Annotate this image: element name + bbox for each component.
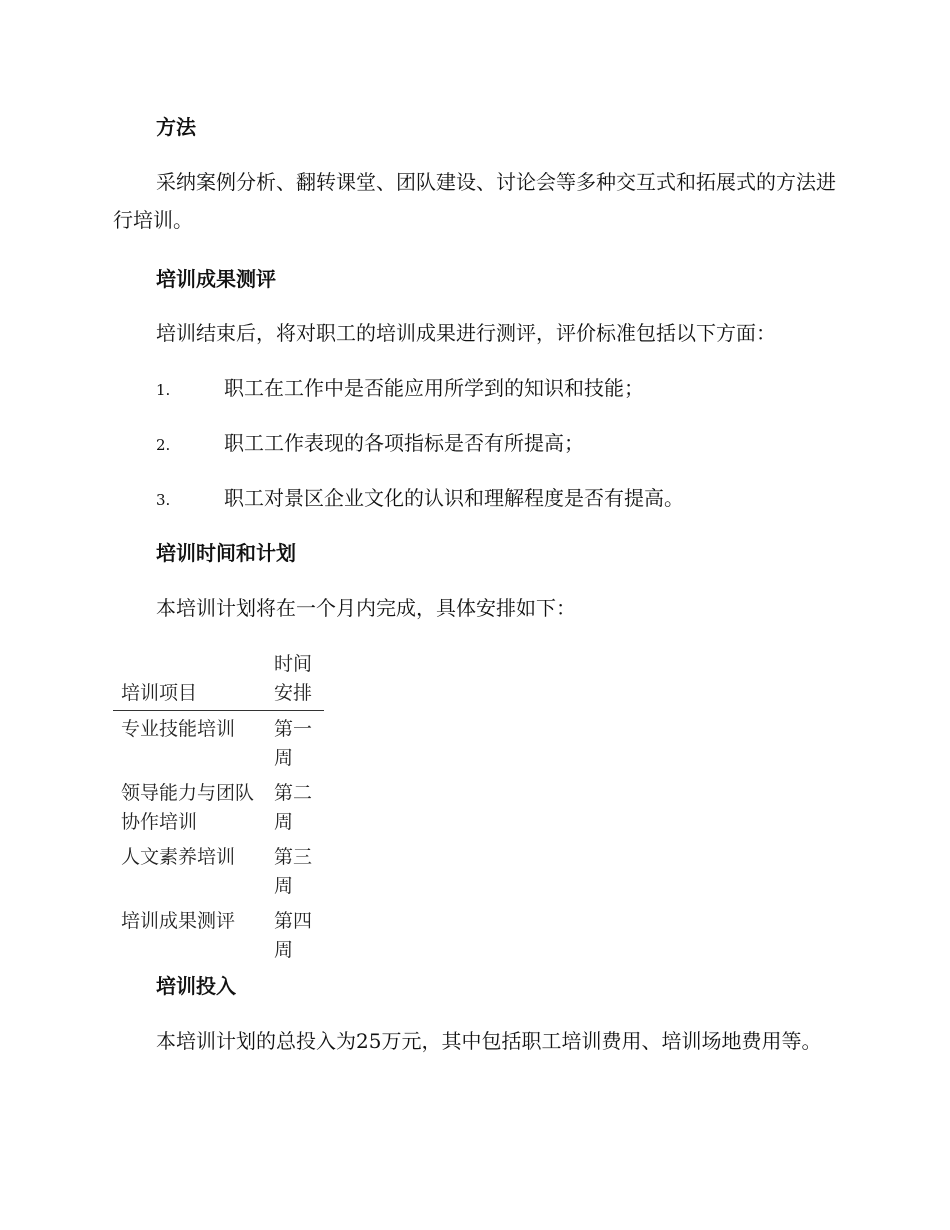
list-number: 1.: [156, 381, 171, 399]
method-paragraph: 采纳案例分析、翻转课堂、团队建设、讨论会等多种交互式和拓展式的方法进行培训。: [113, 170, 836, 232]
table-cell-item: 培训成果测评: [121, 910, 236, 932]
schedule-intro-paragraph: 本培训计划将在一个月内完成，具体安排如下：: [156, 596, 576, 620]
table-row: [113, 775, 324, 839]
section-heading-method: 方法: [156, 115, 196, 139]
table-cell-time: 第一周: [274, 718, 313, 769]
table-cell-time: 第二周: [274, 782, 313, 833]
section-heading-schedule: 培训时间和计划: [156, 541, 296, 565]
table-cell-item: 人文素养培训: [121, 846, 236, 868]
list-text: 职工工作表现的各项指标是否有所提高；: [224, 431, 584, 455]
list-text: 职工对景区企业文化的认识和理解程度是否有提高。: [224, 486, 684, 510]
table-cell-item: 专业技能培训: [121, 718, 236, 740]
table-cell-time: 第四周: [274, 910, 313, 961]
table-row: [113, 711, 324, 776]
table-cell-item: 领导能力与团队协作培训: [121, 782, 255, 833]
schedule-table: [113, 650, 324, 967]
column-header-item: 培训项目: [113, 650, 266, 711]
investment-paragraph: 本培训计划的总投入为25万元，其中包括职工培训费用、培训场地费用等。: [156, 1029, 822, 1053]
table-header-row: [113, 650, 324, 711]
list-number: 3.: [156, 491, 171, 509]
list-number: 2.: [156, 436, 171, 454]
section-heading-investment: 培训投入: [156, 974, 236, 998]
table-row: [113, 903, 324, 967]
evaluation-intro-paragraph: 培训结束后，将对职工的培训成果进行测评，评价标准包括以下方面：: [156, 321, 776, 345]
table-cell-time: 第三周: [274, 846, 313, 897]
section-heading-evaluation: 培训成果测评: [156, 267, 276, 291]
column-header-time: 时间安排: [266, 650, 324, 711]
list-text: 职工在工作中是否能应用所学到的知识和技能；: [224, 376, 644, 400]
table-row: [113, 839, 324, 903]
